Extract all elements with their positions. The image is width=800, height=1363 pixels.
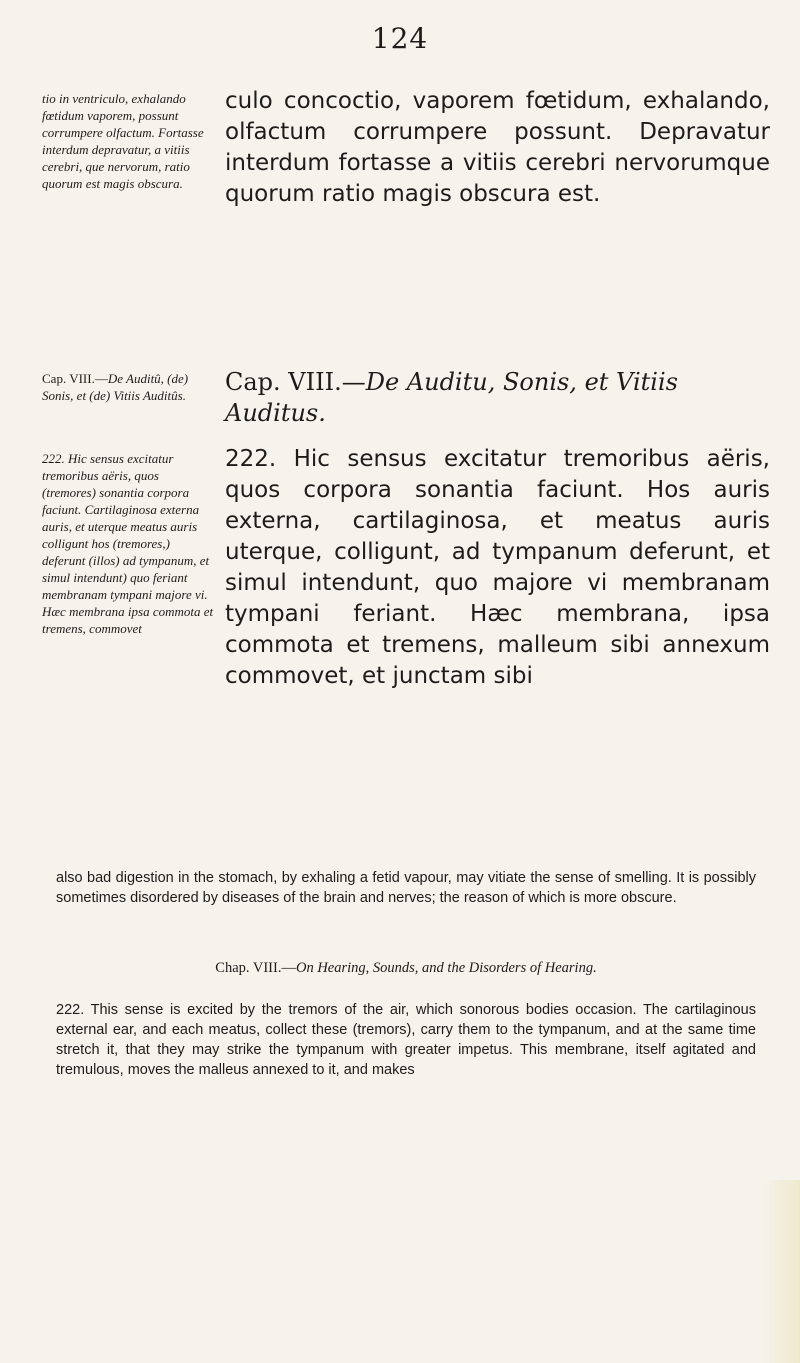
chapter-title: De Auditu, Sonis, et Vitiis Auditus. xyxy=(225,368,678,427)
translation-chapter-heading xyxy=(56,958,756,978)
margin-chapter-heading xyxy=(42,370,214,404)
margin-chapter-title: De Auditû, (de) Sonis, et (de) Vitiis Auditûs. xyxy=(42,371,189,403)
margin-note-digestion: tio in ventriculo, exhalando fœtidum vaporem, possunt corrumpere olfactum. Fortasse interdum depravatur, a vitiis cerebri, que nervorum, ratio quorum est magis obscura. xyxy=(42,91,204,191)
margin-chapter-label: Cap. VIII.— xyxy=(42,371,108,386)
translation-paragraph-222: 222. This sense is excited by the tremors of the air, which sonorous bodies occasion. The cartilaginous external ear, and each meatus, collect these (tremors), carry them to the tympanum, and at the same time stretch it, that they may strike the tympanum with greater impetus. This membrane, itself agitated and tremulous, moves the malleus annexed to it, and makes xyxy=(56,1002,756,1078)
translation-paragraph-digestion: also bad digestion in the stomach, by exhaling a fetid vapour, may vitiate the sense of smelling. It is possibly sometimes disordered by diseases of the brain and nerves; the reason of which is more obscure. xyxy=(56,870,756,906)
paper-stain xyxy=(760,1180,800,1363)
page-number: 124 xyxy=(371,22,429,55)
latin-paragraph-digestion: culo concoctio, vaporem fœtidum, exhalando, olfactum corrumpere possunt. Depravatur interdum fortasse a vitiis cerebri nervorumque quorum ratio magis obscura est. xyxy=(225,88,770,207)
translation-chapter-label: Chap. VIII.— xyxy=(215,960,296,976)
margin-note-222: 222. Hic sensus excitatur tremoribus aëris, quos (tremores) sonantia corpora faciunt. Cartilaginosa externa auris, et uterque meatus auris colligunt hos (tremores,) deferunt (illos) ad tympanum, et simul intendunt) quo feriant membranam tympani majore vi. Hæc membrana ipsa commota et tremens, commovet xyxy=(42,451,214,636)
latin-paragraph-222: 222. Hic sensus excitatur tremoribus aëris, quos corpora sonantia faciunt. Hos auris externa, cartilaginosa, et meatus auris uterque, colligunt, ad tympanum deferunt, et simul intendunt, quo majore vi membranam tympani feriant. Hæc membrana, ipsa commota et tremens, malleum sibi annexum commovet, et junctam sibi xyxy=(225,446,770,689)
chapter-heading xyxy=(225,367,770,429)
chapter-label: Cap. VIII.— xyxy=(225,368,366,396)
translation-chapter-title: On Hearing, Sounds, and the Disorders of Hearing. xyxy=(295,960,597,976)
